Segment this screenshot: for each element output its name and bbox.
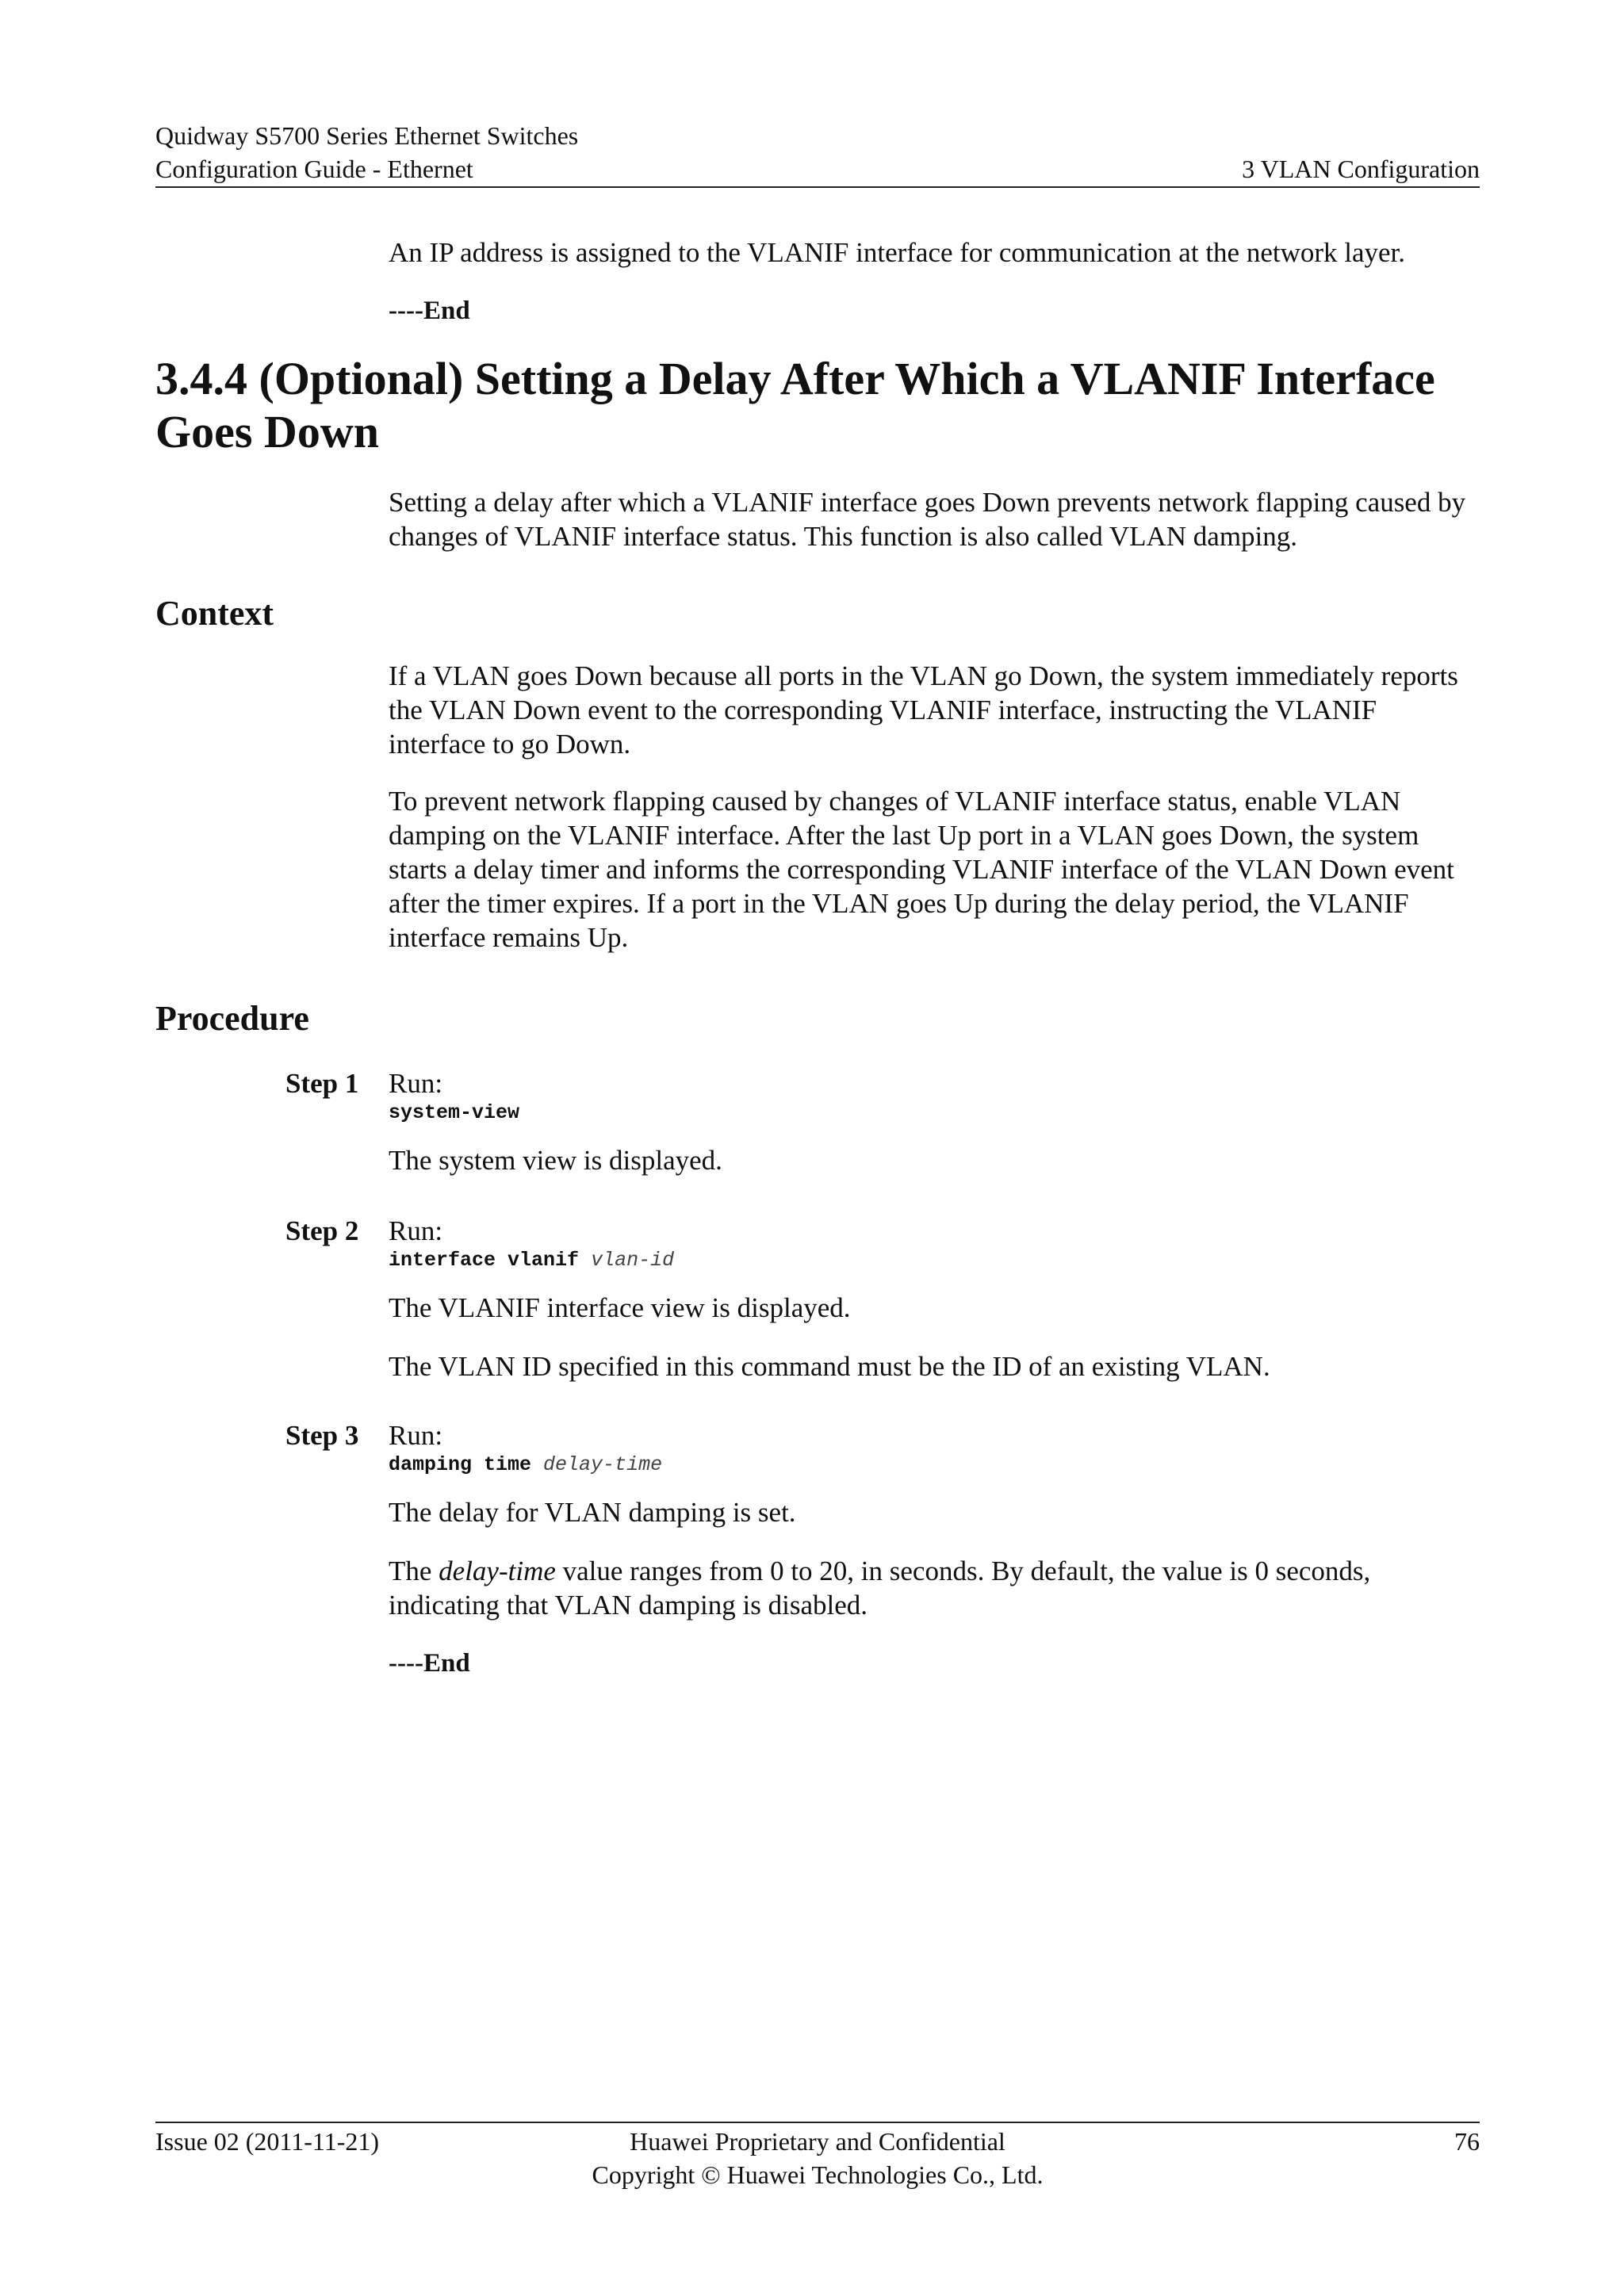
step-1-label: Step 1 bbox=[285, 1068, 359, 1099]
section-summary: Setting a delay after which a VLANIF interface goes Down prevents network flapping caused by changes of VLANIF interface status. This function is also called VLAN damping. bbox=[389, 487, 1466, 552]
intro-text: An IP address is assigned to the VLANIF interface for communication at the network layer. bbox=[389, 237, 1406, 268]
step-2-cmd: interface vlanif bbox=[389, 1249, 580, 1272]
header-guide: Configuration Guide - Ethernet bbox=[155, 155, 473, 183]
header-product: Quidway S5700 Series Ethernet Switches bbox=[155, 121, 579, 150]
step-3-note-prefix: The bbox=[389, 1556, 432, 1586]
context-heading: Context bbox=[155, 594, 274, 633]
footer-divider bbox=[155, 2122, 1480, 2123]
step-1-run: Run: bbox=[389, 1068, 443, 1099]
step-2-param: vlan-id bbox=[591, 1249, 675, 1272]
footer-page-number: 76 bbox=[1454, 2127, 1480, 2156]
footer-confidential: Huawei Proprietary and Confidential bbox=[630, 2127, 1005, 2156]
header-divider bbox=[155, 186, 1480, 188]
footer-issue: Issue 02 (2011-11-21) bbox=[155, 2127, 380, 2156]
step-2-command bbox=[389, 1248, 1480, 1273]
procedure-end-marker: ----End bbox=[389, 1649, 470, 1678]
step-2-label: Step 2 bbox=[285, 1215, 359, 1246]
section-title: 3.4.4 (Optional) Setting a Delay After Which a VLANIF Interface Goes Down bbox=[155, 353, 1435, 457]
step-3-note bbox=[389, 1554, 1480, 1622]
intro-block bbox=[389, 235, 1480, 328]
intro-end-marker: ----End bbox=[389, 297, 470, 325]
step-1-desc: The system view is displayed. bbox=[389, 1145, 722, 1176]
step-3-param: delay-time bbox=[543, 1453, 663, 1476]
footer-copyright: Copyright © Huawei Technologies Co., Ltd. bbox=[592, 2160, 1044, 2189]
page-header bbox=[155, 119, 1480, 186]
step-3-run: Run: bbox=[389, 1420, 443, 1451]
context-para-1: If a VLAN goes Down because all ports in the VLAN go Down, the system immediately reports the VLAN Down event to the corresponding VLANIF interface, instructing the VLANIF interface to go Down. bbox=[389, 660, 1458, 760]
step-3-label: Step 3 bbox=[285, 1420, 359, 1451]
step-2-desc: The VLANIF interface view is displayed. bbox=[389, 1292, 851, 1323]
header-chapter: 3 VLAN Configuration bbox=[1242, 155, 1480, 183]
step-3-desc: The delay for VLAN damping is set. bbox=[389, 1497, 796, 1528]
step-3-body bbox=[389, 1418, 1480, 1681]
step-1-cmd: system-view bbox=[389, 1101, 520, 1124]
step-2-run: Run: bbox=[389, 1215, 443, 1246]
step-3-cmd: damping time bbox=[389, 1453, 532, 1476]
procedure-heading: Procedure bbox=[155, 999, 309, 1038]
step-3-note-param: delay-time bbox=[439, 1556, 556, 1586]
step-2-body bbox=[389, 1214, 1480, 1383]
step-1-command bbox=[389, 1100, 1480, 1126]
footer-center bbox=[155, 2125, 1480, 2191]
step-3-note-suffix: value ranges from 0 to 20, in seconds. By default, the value is 0 seconds, indicating that VLAN damping is disabled. bbox=[389, 1556, 1371, 1621]
context-para-2: To prevent network flapping caused by changes of VLANIF interface status, enable VLAN damping on the VLANIF interface. After the last Up port in a VLAN goes Down, the system starts a delay timer and informs the corresponding VLANIF interface of the VLAN Down event after the timer expires. If a port in the VLAN goes Up during the delay period, the VLANIF interface remains Up. bbox=[389, 786, 1454, 953]
context-block bbox=[389, 659, 1480, 955]
section-summary-block bbox=[389, 485, 1480, 553]
step-3-command bbox=[389, 1452, 1480, 1478]
step-2-note: The VLAN ID specified in this command must be the ID of an existing VLAN. bbox=[389, 1351, 1270, 1382]
step-1-body bbox=[389, 1066, 1480, 1177]
